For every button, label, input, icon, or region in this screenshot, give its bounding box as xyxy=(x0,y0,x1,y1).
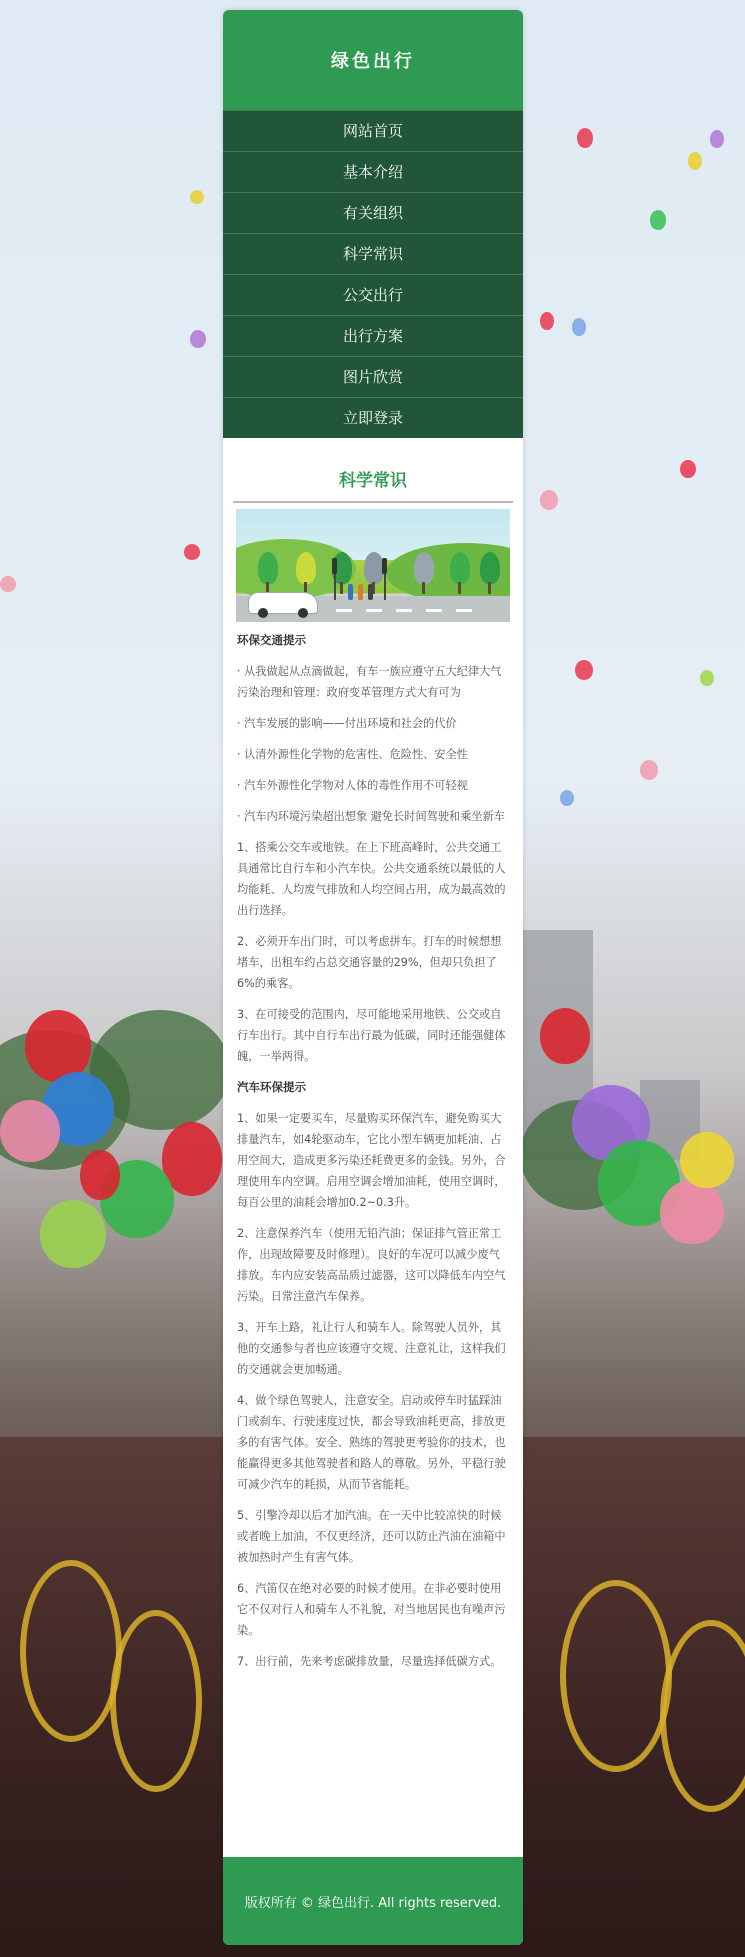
green-travel-illustration xyxy=(236,509,510,622)
balloon xyxy=(700,670,714,686)
balloon xyxy=(0,576,16,592)
bike-wheel xyxy=(560,1580,672,1772)
balloon xyxy=(680,1132,734,1188)
nav-item-organizations[interactable]: 有关组织 xyxy=(223,192,523,233)
balloon xyxy=(575,660,593,680)
footer-copyright: 版权所有 © 绿色出行. All rights reserved. xyxy=(223,1857,523,1945)
tip-item: · 从我做起从点滴做起，有车一族应遵守五大纪律大气污染治理和管理：政府变革管理方式大有可为 xyxy=(237,665,502,699)
article-body xyxy=(235,630,511,1672)
nav-item-science[interactable]: 科学常识 xyxy=(223,233,523,274)
main-nav xyxy=(223,110,523,438)
paragraph: 5、引擎冷却以后才加汽油。在一天中比较凉快的时候或者晚上加油，不仅更经济，还可以防止汽油在油箱中被加热时产生有害气体。 xyxy=(237,1509,506,1564)
balloon xyxy=(190,330,206,348)
balloon xyxy=(184,544,200,560)
balloon xyxy=(660,1180,724,1244)
paragraph: 6、汽笛仅在绝对必要的时候才使用。在非必要时使用它不仅对行人和骑车人不礼貌，对当地居民也有噪声污染。 xyxy=(237,1582,506,1637)
balloon xyxy=(540,1008,590,1064)
section-title: 科学常识 xyxy=(233,438,513,503)
balloon xyxy=(560,790,574,806)
paragraph: 1、如果一定要买车，尽量购买环保汽车，避免购买大排量汽车，如4轮驱动车，它比小型车辆更加耗油、占用空间大，造成更多污染还耗费更多的金钱。另外，合理使用车内空调。启用空调会增加油耗，使用空调时，每百公里的油耗会增加0.2~0.3升。 xyxy=(237,1112,506,1209)
paragraph: 2、注意保养汽车（使用无铅汽油；保证排气管正常工作，出现故障要及时修理）。良好的车况可以减少废气排放。车内应安装高品质过滤器，这可以降低车内空气污染。日常注意汽车保养。 xyxy=(237,1227,506,1303)
main-content xyxy=(223,438,523,1672)
nav-item-login[interactable]: 立即登录 xyxy=(223,397,523,438)
content-panel xyxy=(223,10,523,1945)
heading-eco-traffic-tips: 环保交通提示 xyxy=(237,633,306,647)
balloon xyxy=(0,1100,60,1162)
tip-item: · 汽车外源性化学物对人体的毒性作用不可轻视 xyxy=(237,779,468,792)
tip-item: · 汽车发展的影响——付出环境和社会的代价 xyxy=(237,717,457,730)
balloon xyxy=(650,210,666,230)
balloon xyxy=(540,490,558,510)
nav-item-home[interactable]: 网站首页 xyxy=(223,110,523,151)
tip-item: · 汽车内环境污染超出想象 避免长时间驾驶和乘坐新车 xyxy=(237,810,505,823)
balloon xyxy=(540,312,554,330)
balloon xyxy=(577,128,593,148)
paragraph: 2、必须开车出门时，可以考虑拼车。打车的时候想想堵车，出租车约占总交通容量的29%，但却只负担了6%的乘客。 xyxy=(237,935,502,990)
nav-item-gallery[interactable]: 图片欣赏 xyxy=(223,356,523,397)
bike-wheel xyxy=(110,1610,202,1792)
balloon xyxy=(80,1150,120,1200)
nav-item-public-transit[interactable]: 公交出行 xyxy=(223,274,523,315)
balloon xyxy=(680,460,696,478)
tip-item: · 认清外源性化学物的危害性、危险性、安全性 xyxy=(237,748,468,761)
balloon xyxy=(710,130,724,148)
balloon xyxy=(572,318,586,336)
site-title: 绿色出行 xyxy=(223,10,523,110)
balloon xyxy=(688,152,702,170)
nav-item-intro[interactable]: 基本介绍 xyxy=(223,151,523,192)
bike-wheel xyxy=(20,1560,122,1742)
balloon xyxy=(190,190,204,204)
heading-car-eco-tips: 汽车环保提示 xyxy=(237,1080,306,1094)
balloon xyxy=(640,760,658,780)
nav-item-travel-plans[interactable]: 出行方案 xyxy=(223,315,523,356)
paragraph: 1、搭乘公交车或地铁。在上下班高峰时，公共交通工具通常比自行车和小汽车快。公共交通系统以最低的人均能耗、人均废气排放和人均空间占用，成为最高效的出行选择。 xyxy=(237,841,506,917)
paragraph: 7、出行前，先来考虑碳排放量，尽量选择低碳方式。 xyxy=(237,1655,502,1668)
paragraph: 4、做个绿色驾驶人，注意安全。启动或停车时猛踩油门或刹车、行驶速度过快，都会导致油耗更高，排放更多的有害气体。安全、熟练的驾驶更考验你的技术，也能赢得更多其他驾驶者和路人的尊敬。另外，平稳行驶可减少汽车的耗损，从而节省能耗。 xyxy=(237,1394,506,1491)
balloon xyxy=(40,1200,106,1268)
paragraph: 3、在可接受的范围内，尽可能地采用地铁、公交或自行车出行。其中自行车出行最为低碳，同时还能强健体魄，一举两得。 xyxy=(237,1008,506,1063)
paragraph: 3、开车上路，礼让行人和骑车人。除驾驶人员外，其他的交通参与者也应该遵守交规、注意礼让，这样我们的交通就会更加畅通。 xyxy=(237,1321,506,1376)
